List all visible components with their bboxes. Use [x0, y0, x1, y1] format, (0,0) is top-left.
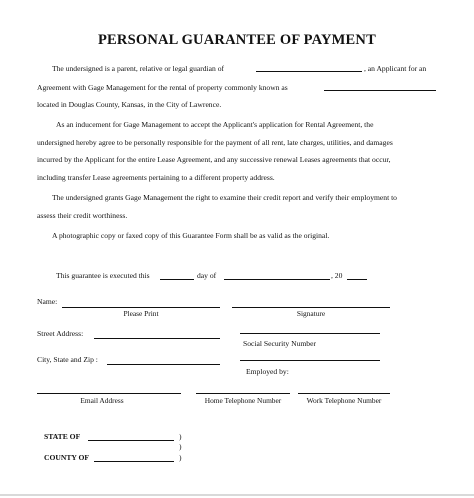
para2-line4: including transfer Lease agreements pertaining to a different property address.	[37, 173, 275, 182]
state-of-paren: )	[179, 432, 182, 441]
home-phone-caption: Home Telephone Number	[204, 396, 282, 405]
employed-by-label: Employed by:	[246, 367, 289, 376]
signature-line[interactable]	[232, 307, 390, 308]
month-line[interactable]	[224, 279, 330, 280]
city-state-zip-line[interactable]	[107, 364, 220, 365]
county-of-line[interactable]	[94, 461, 174, 462]
para2-line1: As an inducement for Gage Management to accept the Applicant's application for Rental Agreement, the	[56, 120, 374, 129]
para1-line1-end: , an Applicant for an	[364, 64, 427, 73]
name-label: Name:	[37, 297, 58, 306]
executed-prefix: This guarantee is executed this	[56, 271, 150, 280]
county-of-paren: )	[179, 453, 182, 462]
email-line[interactable]	[37, 393, 181, 394]
para2-line3: incurred by the Applicant for the entire Lease Agreement, and any successive renewal Leases agreements that occur,	[37, 155, 391, 164]
middle-paren: )	[179, 442, 182, 451]
document-title: PERSONAL GUARANTEE OF PAYMENT	[98, 32, 376, 48]
city-state-zip-label: City, State and Zip :	[37, 355, 98, 364]
name-line[interactable]	[62, 307, 220, 308]
para1-line1-start: The undersigned is a parent, relative or legal guardian of	[52, 64, 225, 73]
para1-line2: Agreement with Gage Management for the rental of property commonly known as	[37, 83, 288, 92]
para3-line1: The undersigned grants Gage Management the right to examine their credit report and verify their employment to	[52, 193, 397, 202]
ssn-caption: Social Security Number	[243, 339, 316, 348]
signature-caption: Signature	[296, 309, 326, 318]
day-line[interactable]	[160, 279, 194, 280]
page-bottom-edge	[0, 494, 474, 496]
work-phone-caption: Work Telephone Number	[306, 396, 382, 405]
street-address-label: Street Address:	[37, 329, 84, 338]
home-phone-line[interactable]	[196, 393, 290, 394]
state-of-line[interactable]	[88, 440, 174, 441]
state-of-label: STATE OF	[44, 432, 81, 441]
para4: A photographic copy or faxed copy of this Guarantee Form shall be as valid as the original.	[52, 231, 330, 240]
please-print-caption: Please Print	[123, 309, 159, 318]
applicant-name-line[interactable]	[256, 71, 362, 72]
street-address-line[interactable]	[94, 338, 220, 339]
county-of-label: COUNTY OF	[44, 453, 90, 462]
para1-line3: located in Douglas County, Kansas, in the City of Lawrence.	[37, 100, 222, 109]
para3-line2: assess their credit worthiness.	[37, 211, 128, 220]
ssn-line[interactable]	[240, 333, 380, 334]
employer-top-line[interactable]	[240, 360, 380, 361]
year-line[interactable]	[347, 279, 367, 280]
work-phone-line[interactable]	[298, 393, 390, 394]
para2-line2: undersigned hereby agree to be personally responsible for the payment of all rent, late charges, utilities, and damages	[37, 138, 393, 147]
email-caption: Email Address	[80, 396, 124, 405]
executed-day-of: day of	[197, 271, 217, 280]
executed-year-prefix: , 20	[331, 271, 343, 280]
property-address-line[interactable]	[324, 90, 436, 91]
